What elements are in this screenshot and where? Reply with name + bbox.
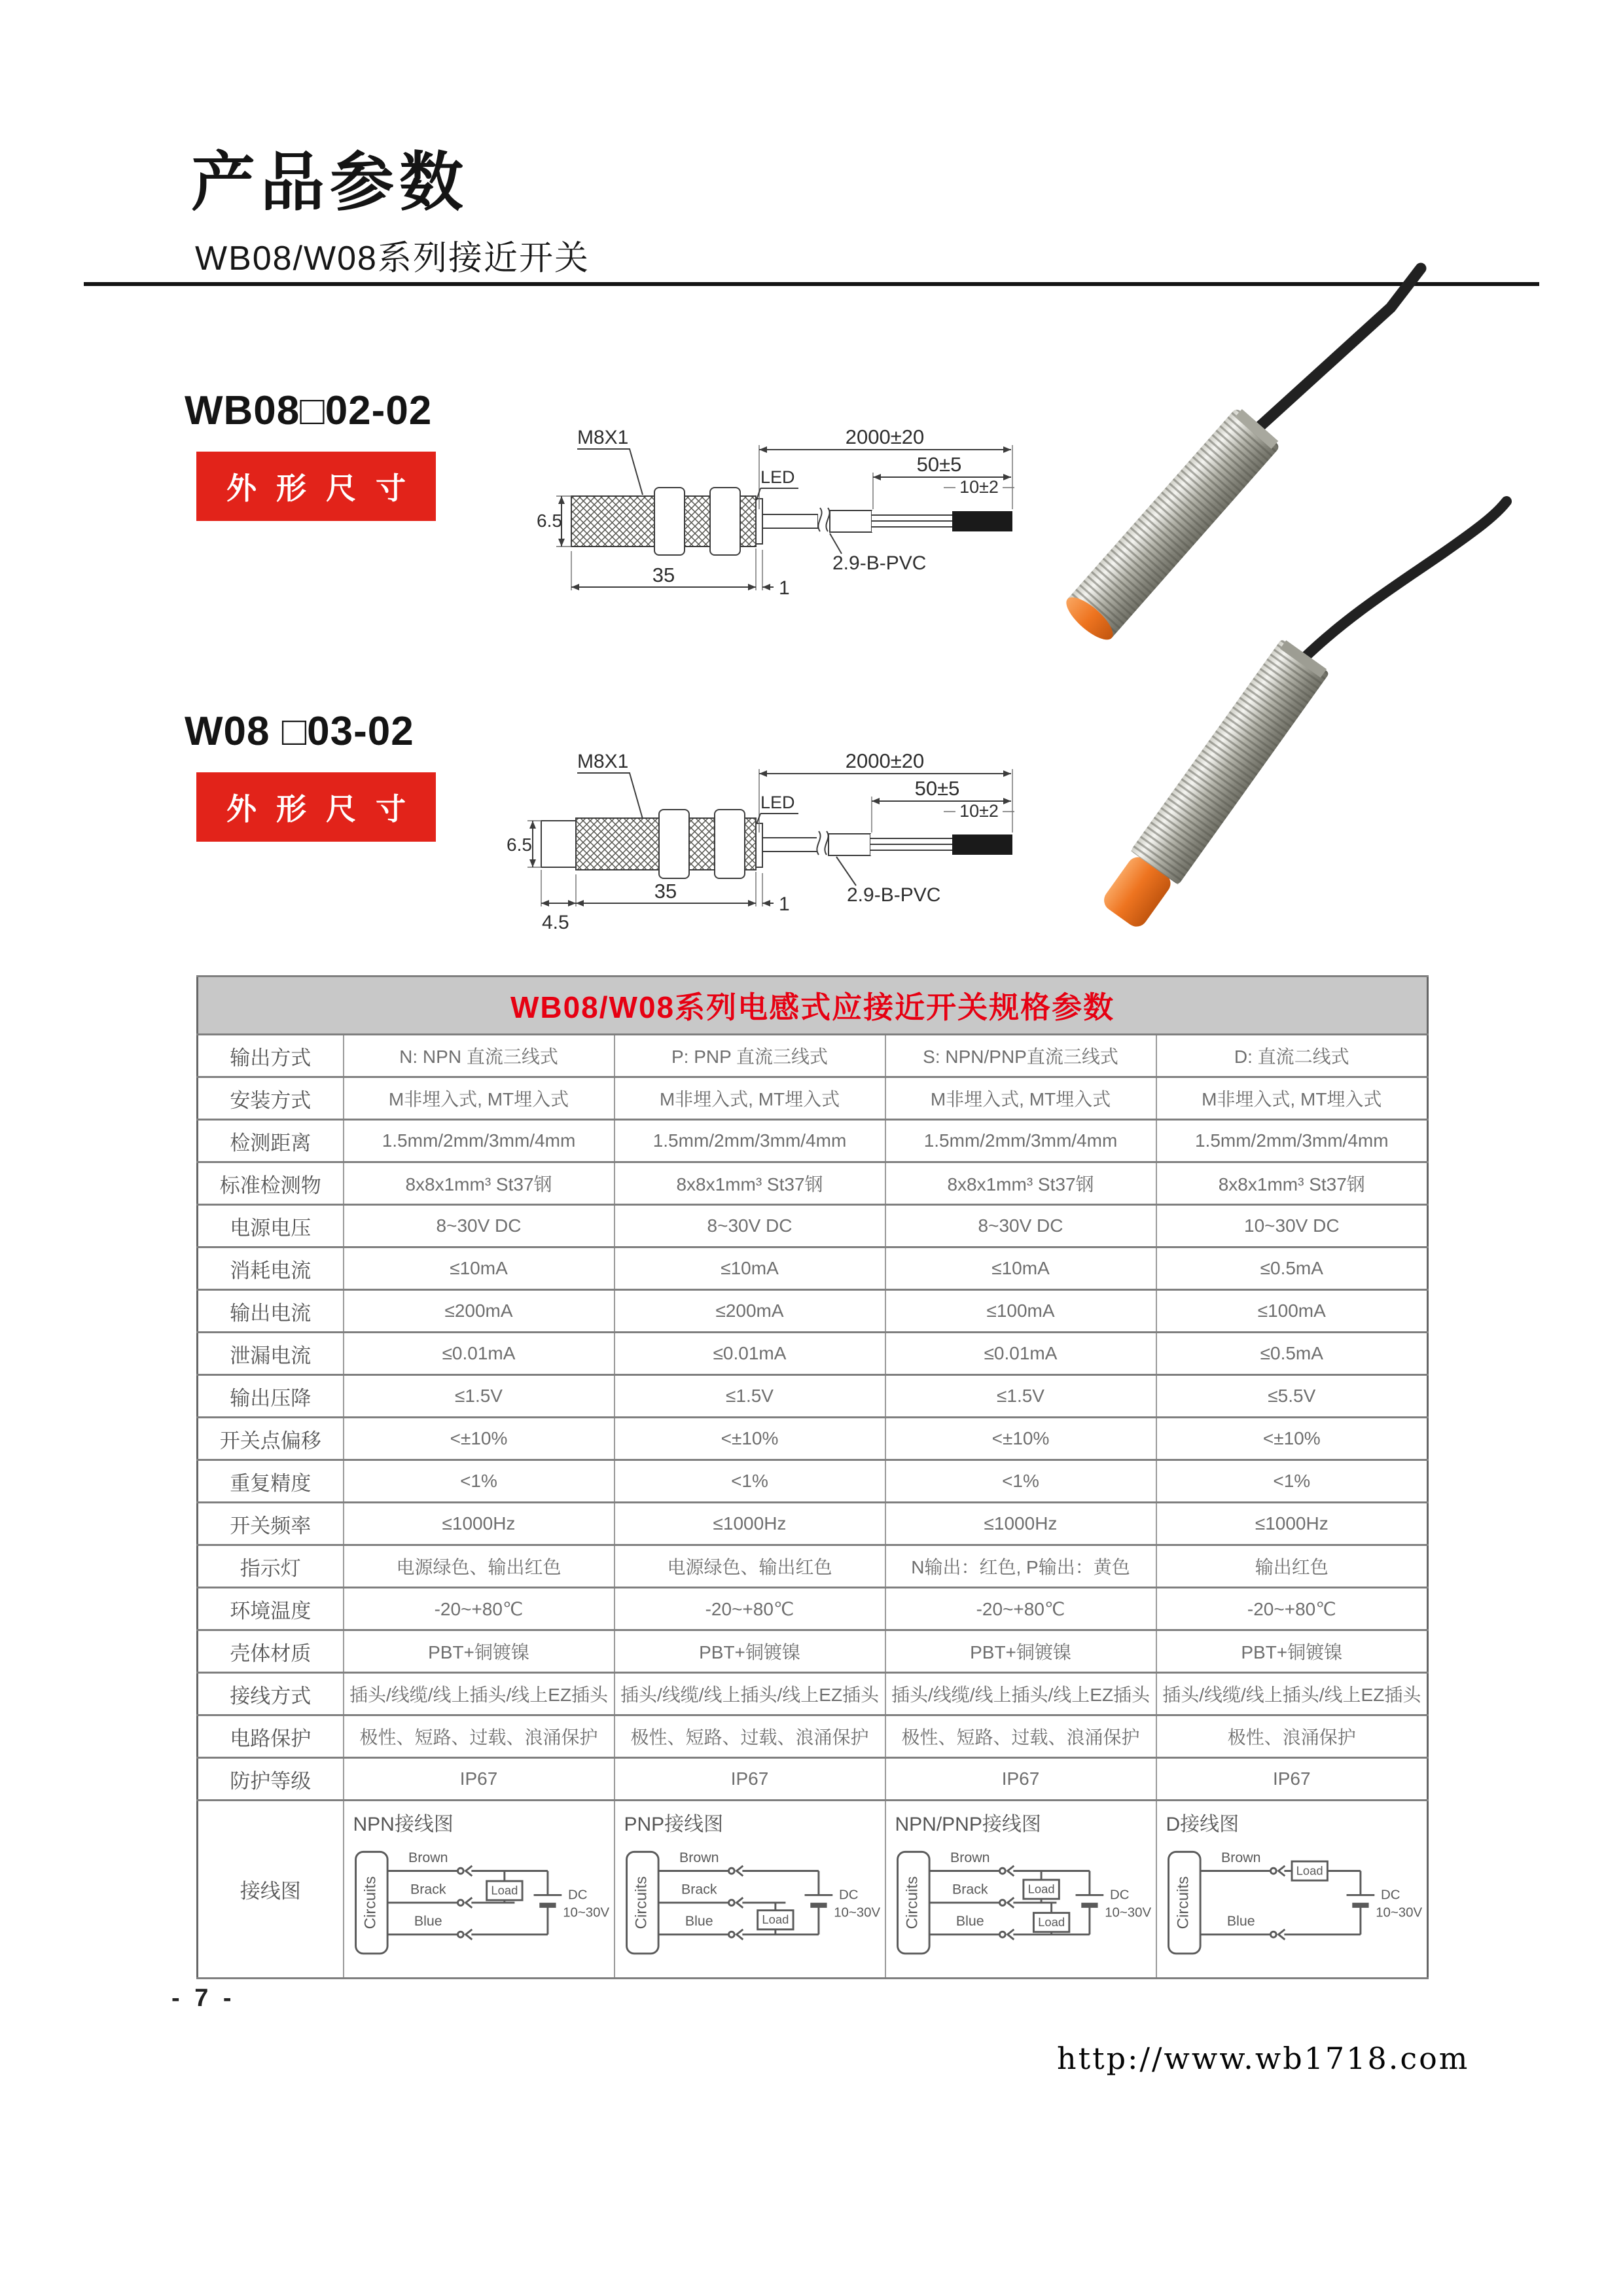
voltage-label: 10~30V [562, 1905, 609, 1920]
table-row [198, 1673, 1428, 1715]
wire-blue-label: Blue [685, 1913, 713, 1929]
tip-length-label: 10±2 [959, 801, 999, 821]
product-photo-w08 [1034, 458, 1558, 969]
cable-spec-label: 2.9-B-PVC [832, 552, 927, 574]
voltage-label: 10~30V [1375, 1905, 1422, 1920]
table-row [198, 1120, 1428, 1162]
wire-blue-label: Blue [955, 1913, 984, 1929]
spec-value: PBT+铜镀镍 [885, 1630, 1156, 1673]
spec-label: 环境温度 [198, 1588, 344, 1630]
spec-value: ≤1.5V [615, 1375, 885, 1418]
cable-tip [952, 511, 1012, 531]
wire-brown-label: Brown [679, 1849, 719, 1865]
load-label: Load [490, 1883, 518, 1897]
spec-value: 插头/线缆/线上插头/线上EZ插头 [344, 1673, 615, 1715]
wiring-title: D接线图 [1166, 1814, 1240, 1835]
spec-value: ≤1.5V [885, 1375, 1156, 1418]
spec-value: ≤1000Hz [1156, 1503, 1428, 1545]
circuits-label: Circuits [632, 1876, 651, 1929]
spec-value: IP67 [1156, 1758, 1428, 1801]
sensor-cable [1304, 501, 1507, 658]
spec-value: N输出：红色, P输出：黄色 [885, 1545, 1156, 1588]
wire-black-label: Brack [952, 1881, 988, 1897]
spec-value: 极性、浪涌保护 [1156, 1715, 1428, 1758]
wiring-cell-npn [344, 1801, 615, 1979]
dc-label: DC [838, 1888, 858, 1903]
spec-value: 8~30V DC [344, 1205, 615, 1247]
wiring-diagram-npn [346, 1837, 613, 1973]
spec-value: ≤0.01mA [885, 1333, 1156, 1375]
spec-label: 电路保护 [198, 1715, 344, 1758]
dc-label: DC [1380, 1888, 1400, 1903]
spec-value: -20~+80℃ [344, 1588, 615, 1630]
spec-label: 安装方式 [198, 1077, 344, 1120]
spec-label: 电源电压 [198, 1205, 344, 1247]
wire-black-label: Brack [410, 1881, 446, 1897]
spec-value: 插头/线缆/线上插头/线上EZ插头 [1156, 1673, 1428, 1715]
spec-value: M非埋入式, MT埋入式 [1156, 1077, 1428, 1120]
spec-label: 壳体材质 [198, 1630, 344, 1673]
page-number: - 7 - [171, 1984, 236, 2012]
spec-value: 1.5mm/2mm/3mm/4mm [885, 1120, 1156, 1162]
spec-value: <1% [1156, 1460, 1428, 1503]
spec-value: 8x8x1mm³ St37钢 [615, 1162, 885, 1205]
circuits-label: Circuits [1174, 1876, 1192, 1929]
wiring-cell-d [1156, 1801, 1428, 1979]
spec-value: 8~30V DC [615, 1205, 885, 1247]
spec-value: ≤10mA [344, 1247, 615, 1290]
circuits-label: Circuits [903, 1876, 921, 1929]
wiring-diagram-pnp [616, 1837, 883, 1973]
model-label-wb08: WB08□02-02 [185, 388, 433, 433]
spec-value: -20~+80℃ [615, 1588, 885, 1630]
body-length-label: 35 [654, 880, 677, 903]
spec-value: 电源绿色、输出红色 [615, 1545, 885, 1588]
spec-value: M非埋入式, MT埋入式 [344, 1077, 615, 1120]
load-label: Load [1296, 1863, 1323, 1878]
spec-value: <±10% [885, 1418, 1156, 1460]
spec-label: 输出电流 [198, 1290, 344, 1333]
spec-value: <±10% [615, 1418, 885, 1460]
spec-value: S: NPN/PNP直流三线式 [885, 1035, 1156, 1077]
cable-tip [952, 834, 1012, 855]
spec-value: 1.5mm/2mm/3mm/4mm [344, 1120, 615, 1162]
table-row [198, 1162, 1428, 1205]
table-row [198, 1205, 1428, 1247]
table-row [198, 1418, 1428, 1460]
wire-black-label: Brack [681, 1881, 717, 1897]
spec-value: ≤0.5mA [1156, 1333, 1428, 1375]
table-title: WB08/W08系列电感式应接近开关规格参数 [198, 977, 1428, 1035]
spec-label: 接线图 [198, 1801, 344, 1979]
page-title: 产品参数 [191, 146, 469, 218]
spec-value: ≤200mA [344, 1290, 615, 1333]
table-row [198, 1247, 1428, 1290]
spec-value: IP67 [615, 1758, 885, 1801]
spec-value: ≤1000Hz [615, 1503, 885, 1545]
dc-label: DC [567, 1888, 587, 1903]
spec-value: PBT+铜镀镍 [344, 1630, 615, 1673]
spec-value: P: PNP 直流三线式 [615, 1035, 885, 1077]
spec-value: ≤0.01mA [344, 1333, 615, 1375]
load2-label: Load [1037, 1915, 1065, 1929]
dc-label: DC [1109, 1888, 1129, 1903]
cable-length-label: 2000±20 [845, 749, 925, 772]
spec-label: 重复精度 [198, 1460, 344, 1503]
wire-blue-label: Blue [1226, 1913, 1255, 1929]
table-row [198, 1545, 1428, 1588]
head-length-label: 4.5 [542, 912, 569, 933]
spec-value: IP67 [885, 1758, 1156, 1801]
spec-value: -20~+80℃ [1156, 1588, 1428, 1630]
spec-value: ≤100mA [885, 1290, 1156, 1333]
spec-value: 极性、短路、过载、浪涌保护 [885, 1715, 1156, 1758]
spec-value: ≤1000Hz [885, 1503, 1156, 1545]
stripped-length-label: 50±5 [916, 453, 962, 476]
dimension-badge-1: 外形尺寸 [196, 452, 436, 521]
spec-label: 输出方式 [198, 1035, 344, 1077]
wire-brown-label: Brown [408, 1849, 448, 1865]
table-row [198, 1035, 1428, 1077]
spec-value: ≤0.01mA [615, 1333, 885, 1375]
website-url: http://www.wb1718.com [1057, 2041, 1470, 2076]
wiring-cell-pnp [615, 1801, 885, 1979]
spec-value: 8x8x1mm³ St37钢 [885, 1162, 1156, 1205]
spec-label: 指示灯 [198, 1545, 344, 1588]
spec-label: 开关频率 [198, 1503, 344, 1545]
wiring-diagram-d [1158, 1837, 1425, 1973]
spec-value: IP67 [344, 1758, 615, 1801]
spec-label: 输出压降 [198, 1375, 344, 1418]
spec-value: 极性、短路、过载、浪涌保护 [615, 1715, 885, 1758]
spec-label: 消耗电流 [198, 1247, 344, 1290]
spec-value: 8x8x1mm³ St37钢 [1156, 1162, 1428, 1205]
table-row [198, 1503, 1428, 1545]
table-row [198, 1077, 1428, 1120]
table-row [198, 1333, 1428, 1375]
spec-value: M非埋入式, MT埋入式 [615, 1077, 885, 1120]
spec-value: <±10% [344, 1418, 615, 1460]
spec-value: 10~30V DC [1156, 1205, 1428, 1247]
body-length-label: 35 [652, 564, 675, 586]
spec-value: D: 直流二线式 [1156, 1035, 1428, 1077]
spec-value: ≤5.5V [1156, 1375, 1428, 1418]
spec-value: -20~+80℃ [885, 1588, 1156, 1630]
table-row [198, 1758, 1428, 1801]
dimension-badge-2: 外形尺寸 [196, 772, 436, 842]
diameter-label: 6.5 [507, 834, 532, 855]
spec-label: 防护等级 [198, 1758, 344, 1801]
spec-value: ≤200mA [615, 1290, 885, 1333]
thread-label: M8X1 [577, 427, 629, 448]
spec-value: 极性、短路、过载、浪涌保护 [344, 1715, 615, 1758]
spec-label: 检测距离 [198, 1120, 344, 1162]
table-row [198, 1290, 1428, 1333]
wiring-cell-npn-pnp [885, 1801, 1156, 1979]
spec-value: ≤100mA [1156, 1290, 1428, 1333]
spec-value: PBT+铜镀镍 [1156, 1630, 1428, 1673]
spec-label: 泄漏电流 [198, 1333, 344, 1375]
spec-value: ≤1.5V [344, 1375, 615, 1418]
thread-label: M8X1 [577, 751, 629, 772]
cable-spec-label: 2.9-B-PVC [847, 884, 941, 906]
spec-value: <1% [615, 1460, 885, 1503]
spec-value: ≤10mA [615, 1247, 885, 1290]
spec-value: 8x8x1mm³ St37钢 [344, 1162, 615, 1205]
spec-value: ≤1000Hz [344, 1503, 615, 1545]
spec-value: 电源绿色、输出红色 [344, 1545, 615, 1588]
spec-value: <1% [344, 1460, 615, 1503]
table-row [198, 1715, 1428, 1758]
spec-value: 输出红色 [1156, 1545, 1428, 1588]
spec-table [196, 975, 1429, 1979]
cable-length-label: 2000±20 [845, 425, 925, 448]
spec-value: M非埋入式, MT埋入式 [885, 1077, 1156, 1120]
page-subtitle: WB08/W08系列接近开关 [195, 240, 590, 278]
wiring-row [198, 1801, 1428, 1979]
wiring-title: NPN/PNP接线图 [895, 1814, 1041, 1835]
wiring-title: NPN接线图 [353, 1814, 454, 1835]
sensor-cable [1255, 268, 1421, 431]
spec-value: <1% [885, 1460, 1156, 1503]
dimension-drawing-wb08 [537, 425, 1021, 599]
voltage-label: 10~30V [833, 1905, 880, 1920]
table-row [198, 1588, 1428, 1630]
spec-value: N: NPN 直流三线式 [344, 1035, 615, 1077]
wire-brown-label: Brown [1221, 1849, 1261, 1865]
wiring-title: PNP接线图 [624, 1814, 724, 1835]
spec-value: <±10% [1156, 1418, 1428, 1460]
circuits-label: Circuits [361, 1876, 380, 1929]
diameter-label: 6.5 [537, 511, 562, 531]
wire-blue-label: Blue [414, 1913, 442, 1929]
model-label-w08: W08 □03-02 [185, 709, 414, 754]
table-title-row [198, 977, 1428, 1035]
tip-length-label: 10±2 [959, 477, 999, 497]
spec-value: 1.5mm/2mm/3mm/4mm [1156, 1120, 1428, 1162]
cap-length-label: 1 [779, 577, 790, 599]
table-row [198, 1630, 1428, 1673]
stripped-length-label: 50±5 [914, 777, 960, 800]
spec-value: PBT+铜镀镍 [615, 1630, 885, 1673]
led-label: LED [760, 467, 795, 487]
led-label: LED [760, 793, 795, 812]
spec-value: 1.5mm/2mm/3mm/4mm [615, 1120, 885, 1162]
spec-value: ≤10mA [885, 1247, 1156, 1290]
spec-label: 接线方式 [198, 1673, 344, 1715]
load-label: Load [1027, 1882, 1055, 1896]
table-row [198, 1375, 1428, 1418]
sensor-body [1096, 637, 1330, 934]
spec-value: 8~30V DC [885, 1205, 1156, 1247]
wire-brown-label: Brown [950, 1849, 990, 1865]
load-label: Load [761, 1912, 789, 1927]
voltage-label: 10~30V [1104, 1905, 1151, 1920]
spec-value: ≤0.5mA [1156, 1247, 1428, 1290]
wiring-diagram-npn-pnp [887, 1837, 1154, 1973]
spec-value: 插头/线缆/线上插头/线上EZ插头 [615, 1673, 885, 1715]
spec-value: 插头/线缆/线上插头/线上EZ插头 [885, 1673, 1156, 1715]
spec-label: 标准检测物 [198, 1162, 344, 1205]
table-row [198, 1460, 1428, 1503]
spec-label: 开关点偏移 [198, 1418, 344, 1460]
cap-length-label: 1 [779, 893, 790, 915]
dimension-drawing-w08 [504, 749, 1021, 946]
